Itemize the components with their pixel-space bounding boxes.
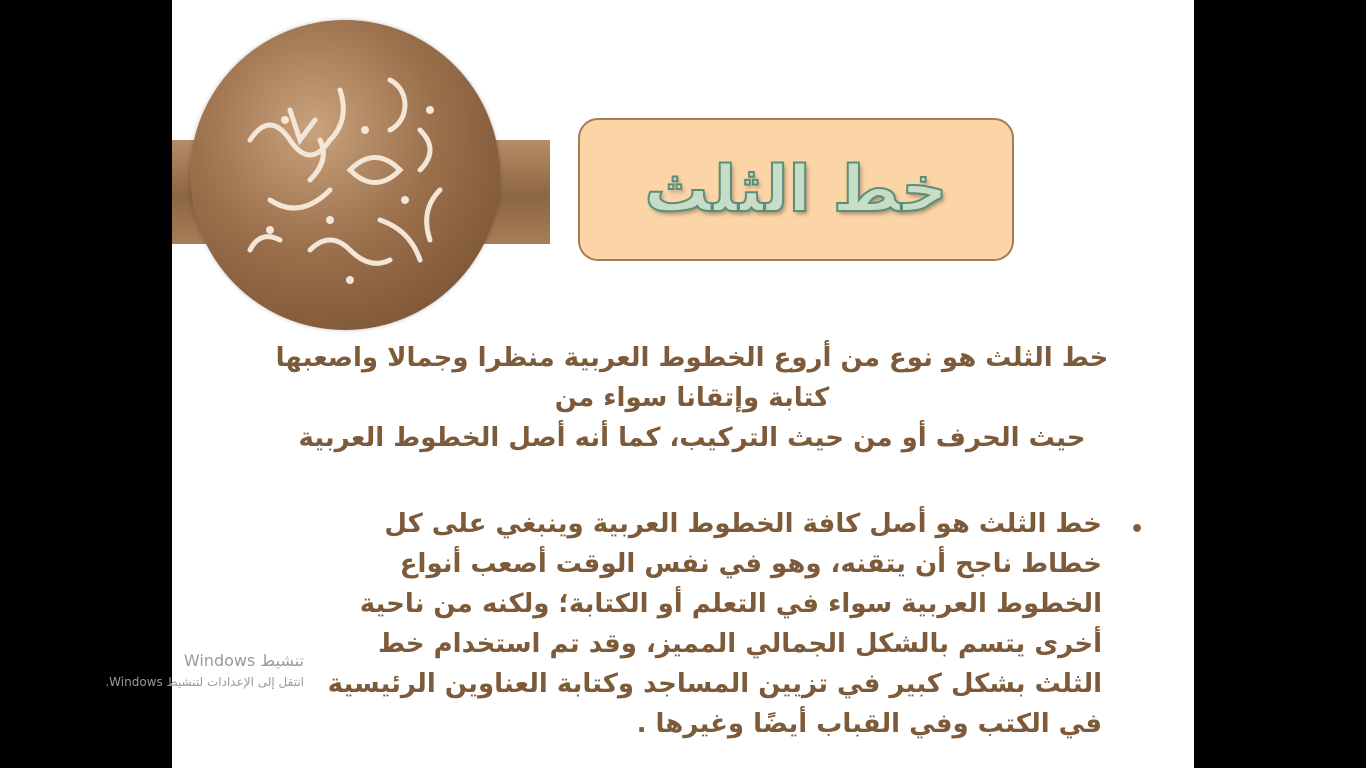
bullet-line: الخطوط العربية سواء في التعلم أو الكتابة؛ ولكنه من ناحية — [359, 589, 1102, 619]
intro-line: خط الثلث هو نوع من أروع الخطوط العربية منظرا وجمالا واصعبها — [275, 343, 1109, 373]
bullet-line: في الكتب وفي القباب أيضًا وغيرها . — [636, 709, 1102, 739]
presentation-slide — [172, 0, 1194, 768]
slide-title: خط الثلث — [644, 152, 948, 227]
bullet-line: أخرى يتسم بالشكل الجمالي المميز، وقد تم استخدام خط — [378, 629, 1102, 659]
intro-paragraph — [252, 338, 1132, 458]
intro-line: حيث الحرف أو من حيث التركيب، كما أنه أصل الخطوط العربية — [298, 423, 1086, 453]
watermark-title: تنشيط Windows — [183, 651, 304, 670]
intro-line: كتابة وإتقانا سواء من — [554, 383, 830, 413]
calligraphy-medallion-image — [190, 20, 500, 330]
title-box — [578, 118, 1014, 261]
watermark-subtitle: انتقل إلى الإعدادات لتنشيط Windows. — [105, 675, 304, 689]
bullet-line: الثلث بشكل كبير في تزيين المساجد وكتابة العناوين الرئيسية — [327, 669, 1102, 699]
windows-activation-watermark — [64, 650, 304, 692]
bullet-icon: • — [1129, 517, 1144, 542]
bullet-line: خط الثلث هو أصل كافة الخطوط العربية وينبغي على كل — [384, 509, 1102, 539]
bullet-paragraph — [272, 504, 1144, 744]
bullet-line: خطاط ناجح أن يتقنه، وهو في نفس الوقت أصعب أنواع — [399, 549, 1102, 579]
